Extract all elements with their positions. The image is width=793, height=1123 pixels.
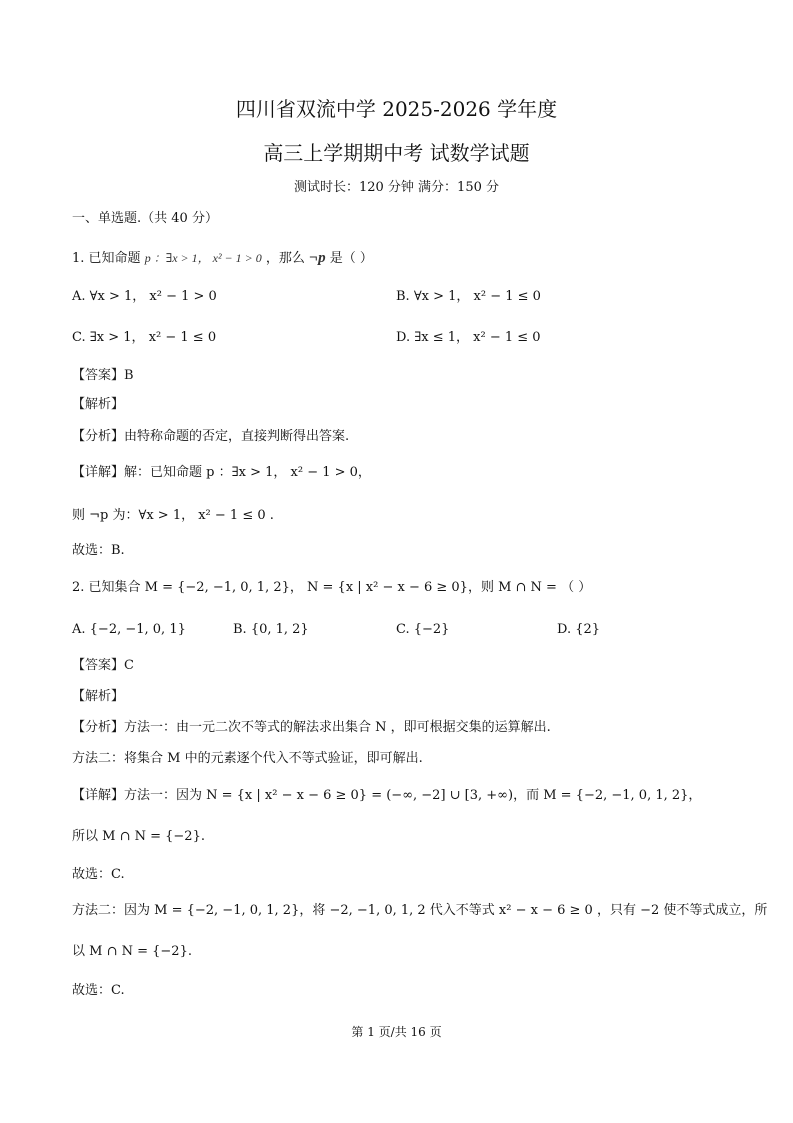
q2-method-2: 方法二：因为 M = {−2, −1, 0, 1, 2}，将 −2, −1, 0, 1, 2 代入不等式 x² − x − 6 ≥ 0 ，只有 −2 使不等式成立，所 xyxy=(72,903,768,918)
exam-meta: 测试时长：120 分钟 满分：150 分 xyxy=(293,180,500,195)
q1-answer: 【答案】B xyxy=(72,368,134,383)
q2-choose-1: 故选：C. xyxy=(72,867,125,882)
q1-stem-suffix: 是（ ） xyxy=(329,251,373,266)
q2-detail-1: 【详解】方法一：因为 N = {x | x² − x − 6 ≥ 0} = (−∞, −2] ∪ [3, +∞)，而 M = {−2, −1, 0, 1, 2}， xyxy=(72,788,702,803)
q1-stem-math: p ：∃x > 1， x² − 1 > 0 xyxy=(144,251,262,265)
section-heading: 一、单选题.（共 40 分） xyxy=(72,211,218,226)
exam-title-line1: 四川省双流中学 2025-2026 学年度 xyxy=(235,97,558,121)
q2-choose-2: 故选：C. xyxy=(72,983,125,998)
q1-option-d: D. ∃x ≤ 1， x² − 1 ≤ 0 xyxy=(396,330,541,345)
page-footer: 第 1 页/共 16 页 xyxy=(351,1025,442,1039)
exam-title-line2: 高三上学期期中考 试数学试题 xyxy=(263,141,530,165)
q1-analysis: 【分析】由特称命题的否定，直接判断得出答案. xyxy=(72,429,350,444)
q2-option-c: C. {−2} xyxy=(396,622,450,637)
q1-option-b: B. ∀x > 1， x² − 1 ≤ 0 xyxy=(396,289,541,304)
q1-stem-neg: ¬p xyxy=(309,250,326,266)
q1-conclusion: 则 ¬p 为：∀x > 1， x² − 1 ≤ 0 . xyxy=(72,508,274,523)
q2-conclusion-2: 以 M ∩ N = {−2}. xyxy=(72,944,192,959)
q2-option-d: D. {2} xyxy=(557,622,601,637)
q1-stem-mid: ，那么 xyxy=(265,251,305,266)
q2-stem: 2. 已知集合 M = {−2, −1, 0, 1, 2}， N = {x | x² − x − 6 ≥ 0}，则 M ∩ N = （ ） xyxy=(72,580,592,595)
q2-analysis-1: 【分析】方法一：由一元二次不等式的解法求出集合 N ，即可根据交集的运算解出. xyxy=(72,720,551,735)
q2-analysis-2: 方法二：将集合 M 中的元素逐个代入不等式验证，即可解出. xyxy=(72,751,423,766)
q1-option-c: C. ∃x > 1， x² − 1 ≤ 0 xyxy=(72,330,217,345)
q2-option-a: A. {−2, −1, 0, 1} xyxy=(72,622,186,637)
q2-answer: 【答案】C xyxy=(72,658,134,673)
q2-conclusion-1: 所以 M ∩ N = {−2}. xyxy=(72,829,205,844)
q2-option-b: B. {0, 1, 2} xyxy=(233,622,309,637)
q2-analysis-tag: 【解析】 xyxy=(72,689,125,704)
q1-stem xyxy=(72,248,721,269)
q1-option-a: A. ∀x > 1， x² − 1 > 0 xyxy=(72,289,217,304)
q1-stem-prefix: 1. 已知命题 xyxy=(72,251,141,266)
q1-detail: 【详解】解：已知命题 p ：∃x > 1， x² − 1 > 0， xyxy=(72,465,371,480)
q1-analysis-tag: 【解析】 xyxy=(72,397,125,412)
q1-choose: 故选：B. xyxy=(72,543,125,558)
